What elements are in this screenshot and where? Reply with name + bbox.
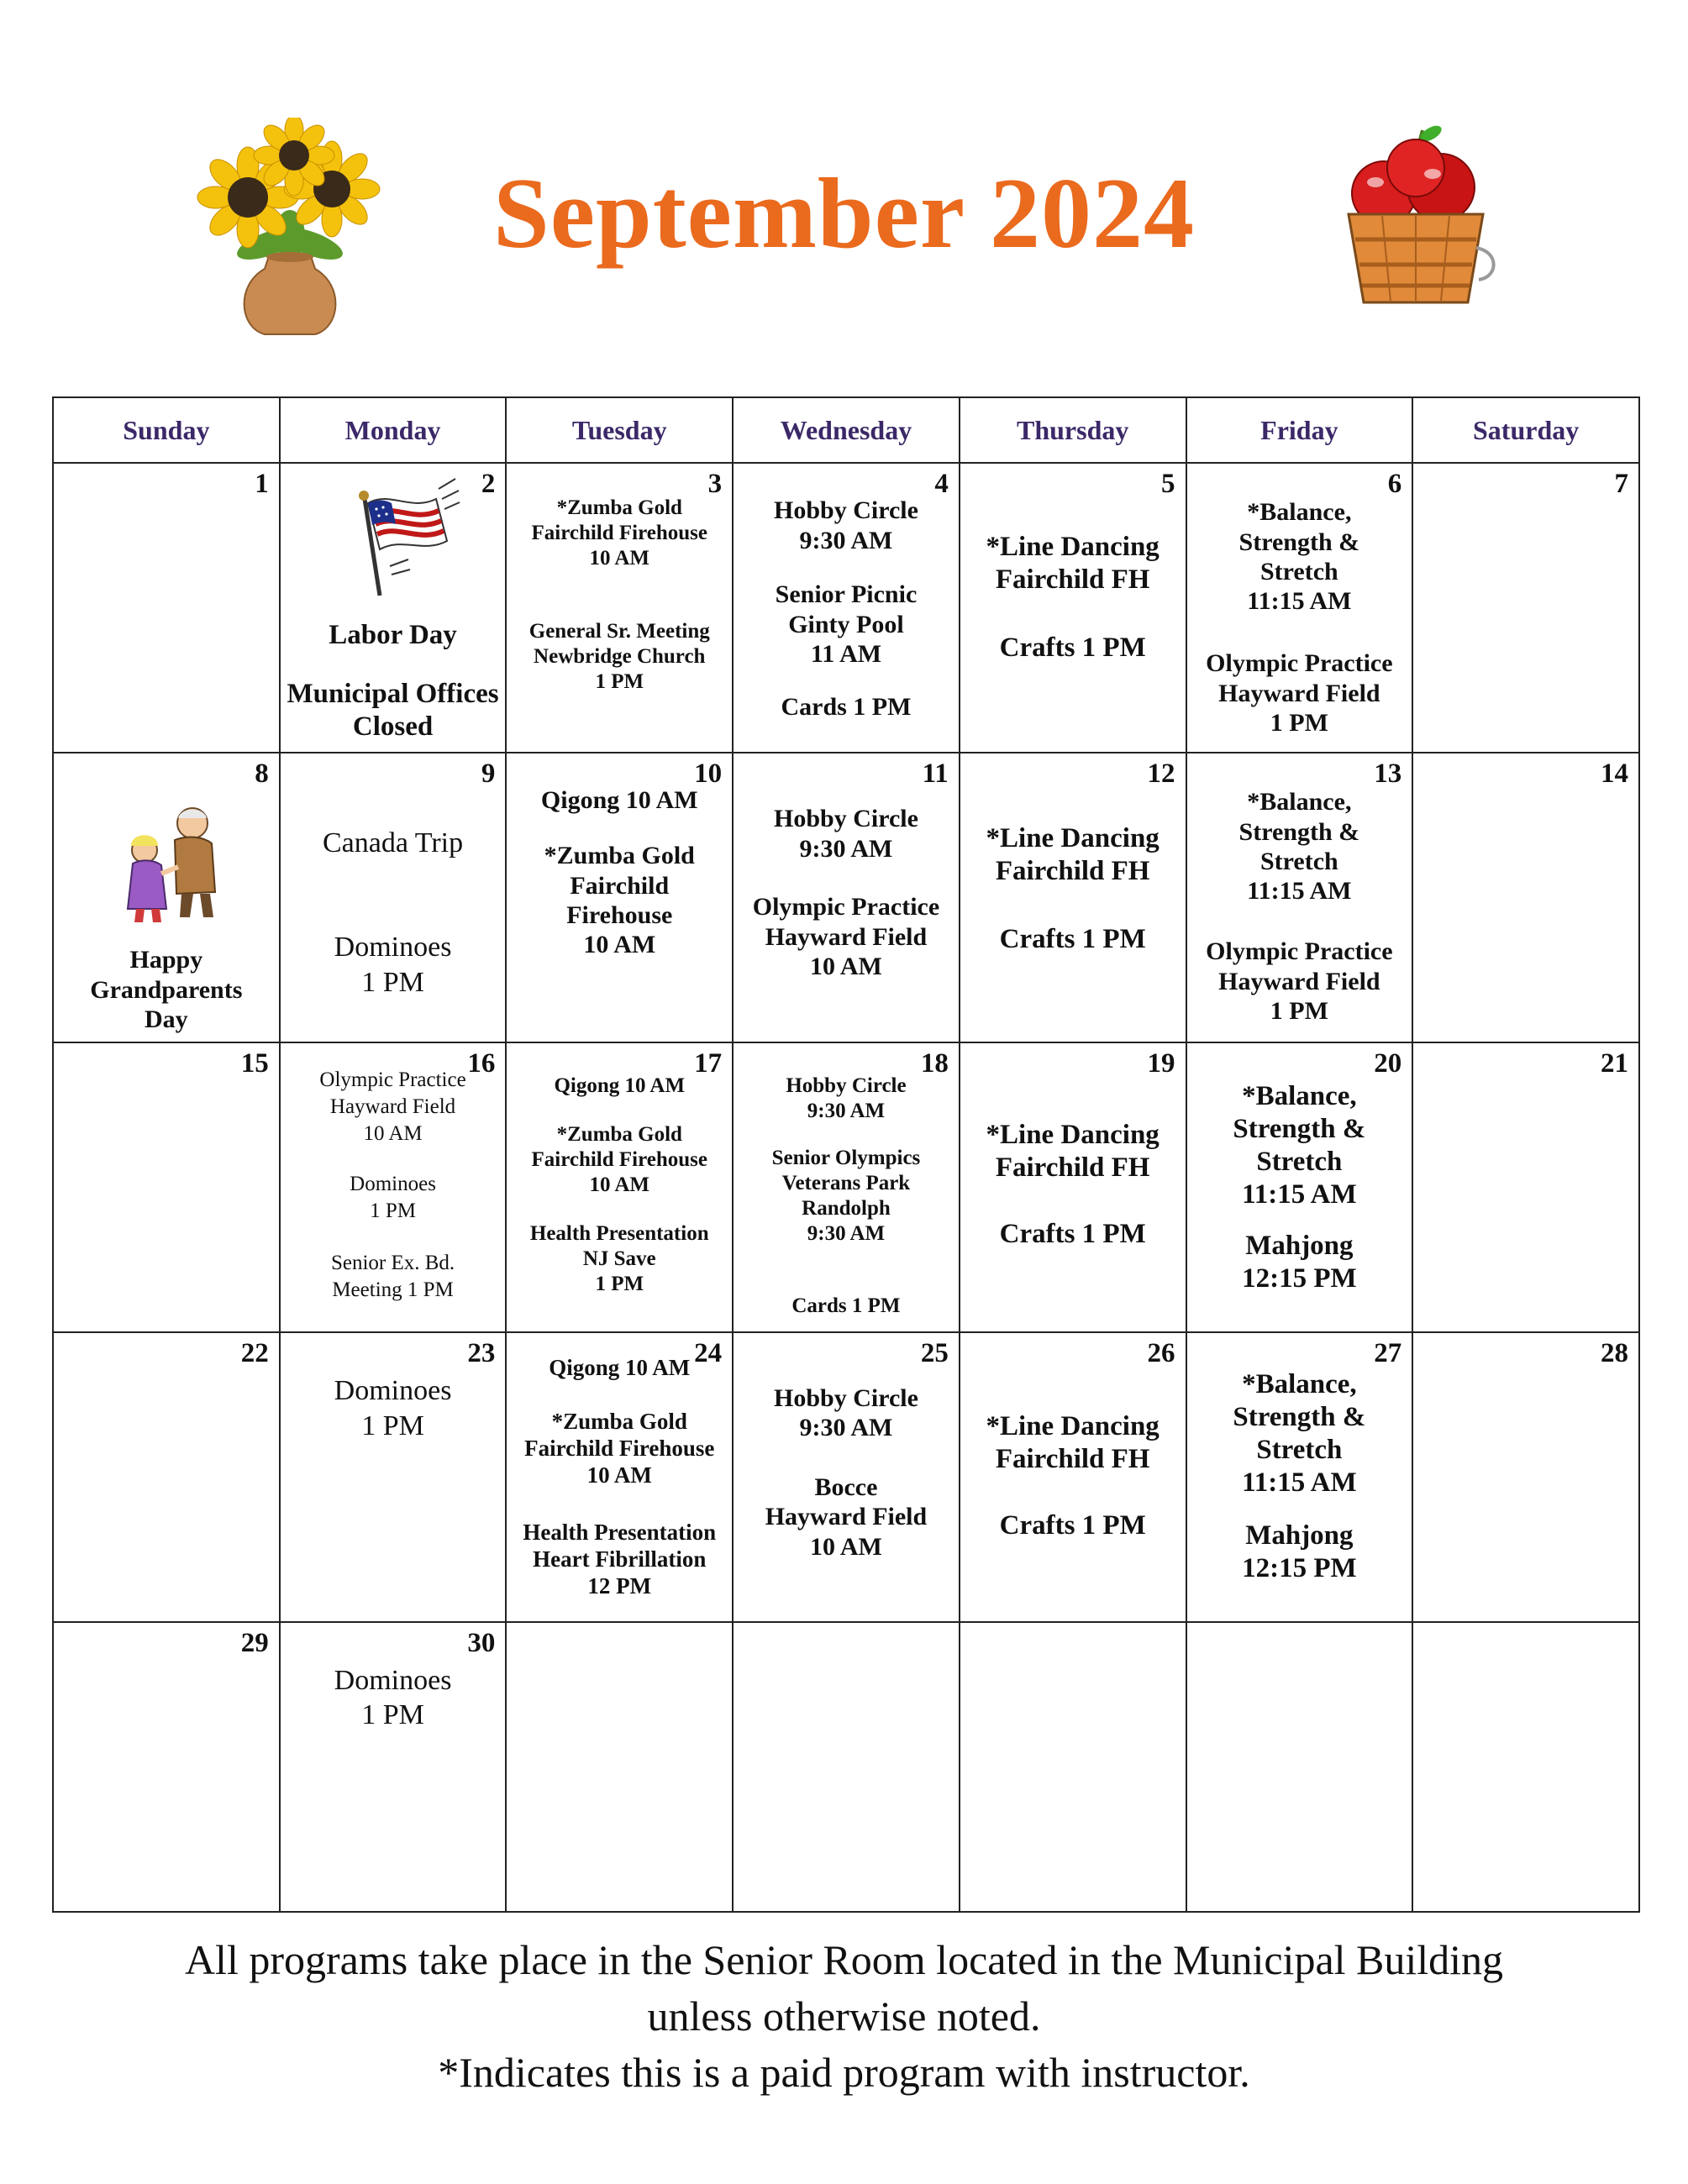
day-cell-4 — [733, 463, 960, 753]
american-flag-icon — [339, 474, 461, 600]
event-crafts: Crafts 1 PM — [999, 924, 1146, 955]
day-number: 4 — [934, 469, 949, 500]
footer-line-unless: unless otherwise noted. — [647, 1992, 1041, 2040]
day-number: 11 — [922, 759, 949, 790]
day-cell-23 — [280, 1332, 507, 1622]
event-crafts: Crafts 1 PM — [999, 1219, 1146, 1250]
event-labor-day: Labor Day — [329, 620, 457, 651]
day-number: 18 — [920, 1048, 949, 1079]
day-number: 6 — [1387, 469, 1402, 500]
day-number: 22 — [240, 1338, 269, 1369]
event-dominoes: Dominoes 1 PM — [334, 1375, 452, 1441]
day-cell-8 — [53, 753, 280, 1042]
event-hobby-circle: Hobby Circle 9:30 AM — [773, 1384, 918, 1442]
event-balance-strength-stretch: *Balance, Strength & Stretch 11:15 AM — [1233, 1369, 1366, 1498]
event-zumba-gold: *Zumba Gold Fairchild Firehouse 10 AM — [531, 496, 707, 570]
weekday-thursday: Thursday — [960, 397, 1186, 463]
event-senior-olympics: Senior Olympics Veterans Park Randolph 9:30 AM — [771, 1147, 921, 1246]
event-dominoes: Dominoes 1 PM — [334, 932, 452, 998]
day-number: 21 — [1601, 1048, 1628, 1079]
day-cell-18 — [733, 1042, 960, 1332]
day-cell-9 — [280, 753, 507, 1042]
day-number: 29 — [240, 1628, 269, 1659]
event-bocce: Bocce Hayward Field 10 AM — [765, 1473, 928, 1561]
day-number: 7 — [1614, 469, 1628, 500]
week-row — [53, 1042, 1639, 1332]
footer-line-location: All programs take place in the Senior Room located in the Municipal Building — [184, 1936, 1504, 1983]
day-number: 8 — [255, 759, 269, 790]
week-row — [53, 753, 1639, 1042]
day-cell-29 — [53, 1622, 280, 1912]
event-dominoes: Dominoes 1 PM — [350, 1173, 436, 1222]
day-cell-17 — [506, 1042, 733, 1332]
footer-line-paid: *Indicates this is a paid program with instructor. — [438, 2049, 1250, 2096]
day-number: 28 — [1601, 1338, 1628, 1369]
event-grandparents-day: Happy Grandparents Day — [90, 946, 243, 1033]
day-number: 1 — [255, 469, 269, 500]
event-crafts: Crafts 1 PM — [999, 1510, 1146, 1541]
day-number: 20 — [1374, 1048, 1402, 1079]
day-cell-6 — [1186, 463, 1413, 753]
event-line-dancing: *Line Dancing Fairchild FH — [986, 532, 1160, 596]
day-cell-14 — [1412, 753, 1639, 1042]
event-balance-strength-stretch: *Balance, Strength & Stretch 11:15 AM — [1238, 498, 1360, 616]
week-row — [53, 1622, 1639, 1912]
day-number: 13 — [1374, 759, 1402, 790]
day-cell-30 — [280, 1622, 507, 1912]
event-hobby-circle: Hobby Circle 9:30 AM — [773, 805, 918, 863]
event-cards: Cards 1 PM — [791, 1294, 901, 1318]
day-cell-3 — [506, 463, 733, 753]
event-olympic-practice: Olympic Practice Hayward Field 1 PM — [1206, 937, 1393, 1025]
event-municipal-closed: Municipal Offices Closed — [287, 679, 499, 743]
event-canada-trip: Canada Trip — [322, 827, 464, 859]
event-qigong: Qigong 10 AM — [549, 1355, 691, 1381]
empty-cell — [733, 1622, 960, 1912]
day-number: 19 — [1147, 1048, 1175, 1079]
weekday-wednesday: Wednesday — [733, 397, 960, 463]
day-cell-25 — [733, 1332, 960, 1622]
day-cell-10 — [506, 753, 733, 1042]
empty-cell — [506, 1622, 733, 1912]
event-dominoes: Dominoes 1 PM — [334, 1665, 452, 1731]
day-cell-1 — [53, 463, 280, 753]
day-cell-11 — [733, 753, 960, 1042]
day-number: 2 — [481, 469, 496, 500]
day-cell-28 — [1412, 1332, 1639, 1622]
day-cell-7 — [1412, 463, 1639, 753]
event-health-presentation: Health Presentation Heart Fibrillation 12 PM — [523, 1520, 717, 1599]
weekday-monday: Monday — [280, 397, 507, 463]
weekday-tuesday: Tuesday — [506, 397, 733, 463]
day-cell-21 — [1412, 1042, 1639, 1332]
empty-cell — [1186, 1622, 1413, 1912]
day-number: 16 — [467, 1048, 496, 1079]
event-health-presentation: Health Presentation NJ Save 1 PM — [529, 1222, 709, 1296]
event-general-meeting: General Sr. Meeting Newbridge Church 1 PM — [528, 620, 710, 694]
event-balance-strength-stretch: *Balance, Strength & Stretch 11:15 AM — [1233, 1081, 1366, 1210]
event-qigong: Qigong 10 AM — [540, 786, 698, 815]
event-line-dancing: *Line Dancing Fairchild FH — [986, 1411, 1160, 1474]
day-cell-13 — [1186, 753, 1413, 1042]
day-number: 10 — [694, 759, 723, 790]
day-cell-26 — [960, 1332, 1186, 1622]
day-number: 26 — [1147, 1338, 1175, 1369]
event-hobby-circle: Hobby Circle 9:30 AM — [786, 1074, 907, 1123]
day-number: 25 — [920, 1338, 949, 1369]
event-balance-strength-stretch: *Balance, Strength & Stretch 11:15 AM — [1238, 788, 1360, 906]
event-olympic-practice: Olympic Practice Hayward Field 10 AM — [319, 1068, 466, 1145]
day-number: 23 — [467, 1338, 496, 1369]
day-cell-27 — [1186, 1332, 1413, 1622]
day-cell-19 — [960, 1042, 1186, 1332]
day-number: 12 — [1147, 759, 1175, 790]
day-cell-12 — [960, 753, 1186, 1042]
event-mahjong: Mahjong 12:15 PM — [1242, 1520, 1357, 1583]
weekday-saturday: Saturday — [1412, 397, 1639, 463]
day-number: 9 — [481, 759, 496, 790]
empty-cell — [1412, 1622, 1639, 1912]
event-zumba-gold: *Zumba Gold Fairchild Firehouse 10 AM — [544, 842, 695, 959]
event-crafts: Crafts 1 PM — [999, 633, 1146, 664]
event-olympic-practice: Olympic Practice Hayward Field 1 PM — [1206, 649, 1393, 737]
event-zumba-gold: *Zumba Gold Fairchild Firehouse 10 AM — [524, 1409, 715, 1488]
week-row — [53, 1332, 1639, 1622]
day-number: 15 — [240, 1048, 269, 1079]
day-cell-5 — [960, 463, 1186, 753]
day-cell-16 — [280, 1042, 507, 1332]
weekday-sunday: Sunday — [53, 397, 280, 463]
event-hobby-circle: Hobby Circle 9:30 AM — [773, 496, 918, 554]
calendar-grid — [52, 396, 1640, 1913]
day-number: 17 — [694, 1048, 723, 1079]
event-olympic-practice: Olympic Practice Hayward Field 10 AM — [752, 893, 940, 980]
day-number: 24 — [694, 1338, 723, 1369]
event-senior-exec-board: Senior Ex. Bd. Meeting 1 PM — [330, 1252, 455, 1301]
day-number: 3 — [707, 469, 723, 500]
weekday-friday: Friday — [1186, 397, 1413, 463]
day-number: 14 — [1601, 759, 1628, 790]
day-cell-22 — [53, 1332, 280, 1622]
event-qigong: Qigong 10 AM — [554, 1074, 686, 1098]
day-cell-20 — [1186, 1042, 1413, 1332]
event-line-dancing: *Line Dancing Fairchild FH — [986, 823, 1160, 887]
event-line-dancing: *Line Dancing Fairchild FH — [986, 1120, 1160, 1184]
event-mahjong: Mahjong 12:15 PM — [1242, 1231, 1357, 1294]
grandparents-icon — [113, 800, 230, 926]
weekday-header-row — [53, 397, 1639, 463]
page-title: September 2024 — [492, 157, 1195, 269]
day-number: 27 — [1374, 1338, 1402, 1369]
day-cell-2 — [280, 463, 507, 753]
day-cell-15 — [53, 1042, 280, 1332]
empty-cell — [960, 1622, 1186, 1912]
week-row — [53, 463, 1639, 753]
day-number: 5 — [1161, 469, 1175, 500]
event-cards: Cards 1 PM — [781, 693, 912, 722]
event-zumba-gold: *Zumba Gold Fairchild Firehouse 10 AM — [531, 1123, 707, 1197]
day-number: 30 — [467, 1628, 496, 1659]
footer-notes — [0, 1932, 1688, 2101]
event-senior-picnic: Senior Picnic Ginty Pool 11 AM — [775, 580, 918, 668]
day-cell-24 — [506, 1332, 733, 1622]
